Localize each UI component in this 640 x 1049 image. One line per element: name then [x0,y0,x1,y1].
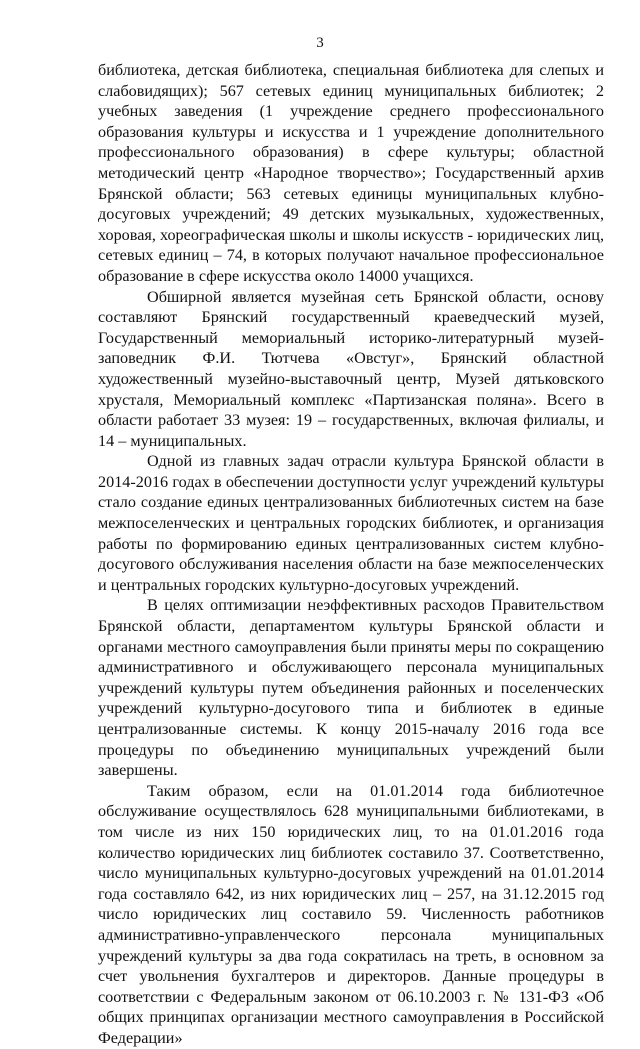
paragraph-museum-network: Обширной является музейная сеть Брянской области, основу составляют Брянский государственный краеведческий музей, Государственный мемориальный историко-литературный музей-заповедник Ф.И. Тютчева «Овстуг», Брянский областной художественный музейно-выставочный центр, Музей дятьковского хрусталя, Мемориальный комплекс «Партизанская поляна». Всего в области работает 33 музея: 19 – государственных, включая филиалы, и 14 – муниципальных. [98,287,604,450]
document-body [98,60,604,1049]
paragraph-main-tasks: Одной из главных задач отрасли культура Брянской области в 2014-2016 годах в обеспечении доступности услуг учреждений культуры стало создание единых централизованных библиотечных систем на базе межпоселенческих и центральных городских библиотек, и организация работы по формированию единых централизованных систем клубно-досугового обслуживания населения области на базе межпоселенческих и центральных городских культурно-досуговых учреждений. [98,452,604,594]
paragraph-results: Таким образом, если на 01.01.2014 года библиотечное обслуживание осуществлялось 628 муниципальными библиотеками, в том числе из них 150 юридических лиц, то на 01.01.2016 года количество юридических лиц библиотек составило 37. Соответственно, число муниципальных культурно-досуговых учреждений на 01.01.2014 года составляло 642, из них юридических лиц – 257, на 31.12.2015 год число юридических лиц составило 59. Численность работников административно-управленческого персонала муниципальных учреждений культуры за два года сократилась на треть, в основном за счет увольнения бухгалтеров и директоров. Данные процедуры в соответствии с Федеральным законом от 06.10.2003 г. № 131-ФЗ «Об общих принципах организации местного самоуправления в Российской Федерации» [98,781,604,1047]
page-number: 3 [316,35,324,51]
paragraph-optimization: В целях оптимизации неэффективных расходов Правительством Брянской области, департаментом культуры Брянской области и органами местного самоуправления были приняты меры по сокращению административного и обслуживающего персонала муниципальных учреждений культуры путем объединения районных и поселенческих учреждений культурно-досугового типа и библиотек в единые централизованные системы. К концу 2015-началу 2016 года все процедуры по объединению муниципальных учреждений были завершены. [98,596,604,780]
paragraph-institutions-list: библиотека, детская библиотека, специальная библиотека для слепых и слабовидящих); 567 сетевых единиц муниципальных библиотек; 2 учебных заведения (1 учреждение среднего профессионального образования культуры и искусства и 1 учреждение дополнительного профессионального образования) в сфере культуры; областной методический центр «Народное творчество»; Государственный архив Брянской области; 563 сетевых единицы муниципальных клубно-досуговых учреждений; 49 детских музыкальных, художественных, хоровая, хореографическая школы и школы искусств - юридических лиц, сетевых единиц – 74, в которых получают начальное профессиональное образование в сфере искусства около 14000 учащихся. [98,61,604,285]
